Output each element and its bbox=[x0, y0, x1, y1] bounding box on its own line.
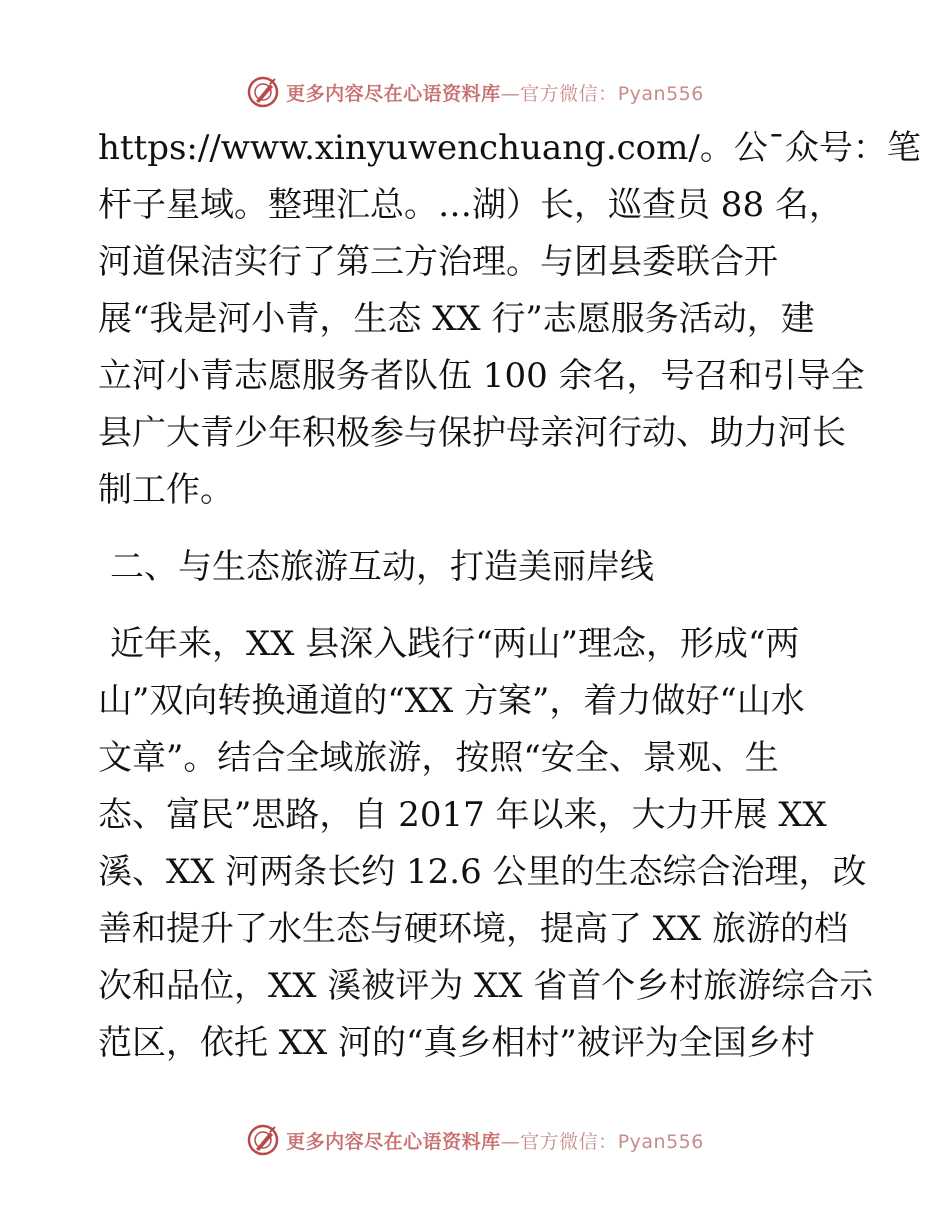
section-heading: 二、与生态旅游互动，打造美丽岸线 bbox=[110, 547, 654, 587]
paragraph-line: https://www.xinyuwenchuang.com/。公¯众号：笔 bbox=[98, 128, 921, 168]
footer-banner-dash: — bbox=[500, 1130, 521, 1153]
header-banner-main: 更多内容尽在心语资料库 bbox=[286, 82, 501, 105]
paragraph-line: 态、富民”思路，自 2017 年以来，大力开展 XX bbox=[98, 795, 827, 835]
paragraph-line: 展“我是河小青，生态 XX 行”志愿服务活动，建 bbox=[98, 299, 815, 339]
header-wechat-id: Pyan556 bbox=[617, 82, 704, 105]
paragraph-line: 山”双向转换通道的“XX 方案”，着力做好“山水 bbox=[98, 681, 805, 721]
paragraph-line: 文章”。结合全域旅游，按照“安全、景观、生 bbox=[98, 738, 779, 778]
footer-wechat-id: Pyan556 bbox=[617, 1130, 704, 1153]
header-banner bbox=[0, 72, 950, 112]
paragraph-line: 范区，依托 XX 河的“真乡相村”被评为全国乡村 bbox=[98, 1023, 815, 1063]
header-banner-text bbox=[286, 79, 704, 106]
paragraph-2 bbox=[98, 616, 874, 1072]
pen-logo-icon bbox=[246, 1123, 280, 1157]
header-wechat-label: 官方微信： bbox=[520, 82, 618, 105]
footer-wechat-label: 官方微信： bbox=[520, 1130, 618, 1153]
paragraph-line: 溪、XX 河两条长约 12.6 公里的生态综合治理，改 bbox=[98, 852, 867, 892]
paragraph-line: 次和品位，XX 溪被评为 XX 省首个乡村旅游综合示 bbox=[98, 966, 874, 1006]
footer-banner-main: 更多内容尽在心语资料库 bbox=[286, 1130, 501, 1153]
paragraph-line: 杆子星域。整理汇总。…湖）长，巡查员 88 名， bbox=[98, 185, 843, 225]
footer-banner bbox=[0, 1120, 950, 1160]
header-banner-dash: — bbox=[500, 82, 521, 105]
footer-banner-text bbox=[286, 1127, 704, 1154]
footer-banner-inner bbox=[246, 1123, 704, 1157]
header-banner-inner bbox=[246, 75, 704, 109]
paragraph-line: 县广大青少年积极参与保护母亲河行动、助力河长 bbox=[98, 413, 846, 453]
document-body bbox=[98, 120, 921, 1072]
paragraph-line: 河道保洁实行了第三方治理。与团县委联合开 bbox=[98, 242, 778, 282]
paragraph-line: 制工作。 bbox=[98, 470, 234, 510]
paragraph-line: 善和提升了水生态与硬环境，提高了 XX 旅游的档 bbox=[98, 909, 849, 949]
paragraph-line: 立河小青志愿服务者队伍 100 余名，号召和引导全 bbox=[98, 356, 865, 396]
paragraph-line: 近年来，XX 县深入践行“两山”理念，形成“两 bbox=[110, 624, 800, 664]
paragraph-1 bbox=[98, 120, 921, 519]
pen-logo-icon bbox=[246, 75, 280, 109]
